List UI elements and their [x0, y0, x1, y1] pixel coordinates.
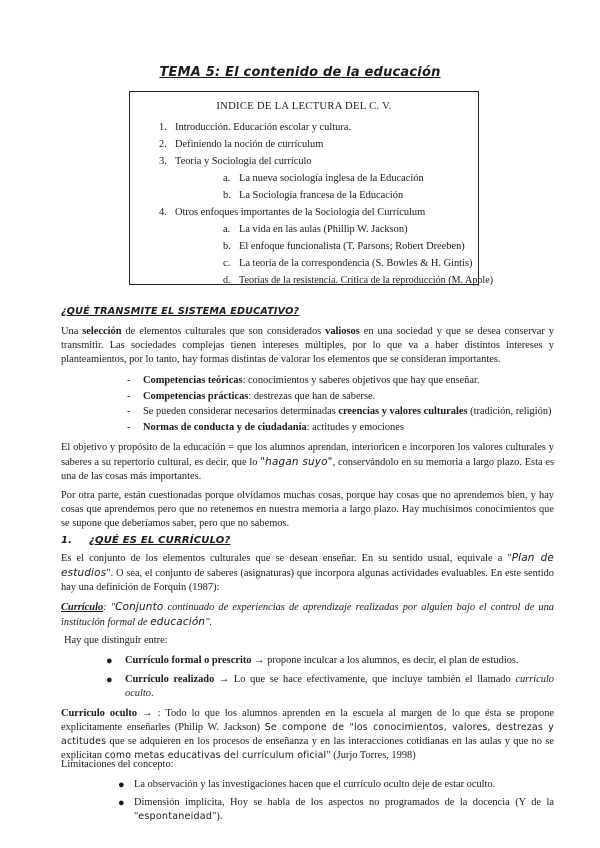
competence-item: Competencias prácticas: destrezas que han de saberse. [143, 391, 376, 402]
bullet-dot: ● [106, 655, 113, 667]
bullet-dot: ● [106, 674, 113, 686]
competence-item: Competencias teóricas: conocimientos y saberes objetivos que hay que enseñar. [143, 375, 480, 386]
page-title: TEMA 5: El contenido de la educación [159, 65, 441, 80]
limitations-label: Limitaciones del concepto: [61, 759, 174, 770]
index-heading: INDICE DE LA LECTURA DEL C. V. [216, 101, 392, 112]
index-item: 3. Teoría y Sociología del currículo [159, 156, 312, 167]
index-subitem: b. La Sociología francesa de la Educación [223, 190, 404, 201]
paragraph-cuestionadas: Por otra parte, están cuestionadas porque olvidamos muchas cosas, porque hay cosas que no aprendemos bien, y hay cosas que aprendemos pero que no retenemos en nuestra memoria a largo plazo. Hay muchísimos conocimientos que se supone que deberíamos saber, pero que no sabemos. [61, 490, 554, 529]
limitation-item: La observación y las investigaciones hacen que el currículo oculto deje de estar oculto. [134, 779, 496, 790]
curriculum-type-item: Currículo formal o prescrito → propone inculcar a los alumnos, es decir, el plan de estudios. [125, 655, 519, 666]
bullet-dot: ● [118, 797, 125, 809]
index-subitem: a. La vida en las aulas (Phillip W. Jackson) [223, 224, 408, 235]
section-heading-transmite: ¿QUÉ TRANSMITE EL SISTEMA EDUCATIVO? [61, 306, 300, 317]
index-item: 2. Definiendo la noción de currículum [159, 139, 324, 150]
limitation-item: Dimensión implícita, Hoy se habla de los aspectos no programados de la docencia (Y de la "espontaneidad"). [134, 797, 554, 822]
index-subitem: a. La nueva sociología inglesa de la Educación [223, 173, 424, 184]
index-item: 1. Introducción. Educación escolar y cultura. [159, 122, 351, 133]
paragraph-conjunto: Es el conjunto de los elementos culturales que se desean enseñar. En su sentido usual, equivale a "Plan de estudios". O sea, el conjunto de saberes (asignaturas) que incorpora algunas actividades evaluables. En este sentido hay una definición de Forquin (1987): [61, 552, 554, 593]
competence-item: Se pueden considerar necesarios determinadas creencias y valores culturales (tradición, religión) [143, 406, 552, 417]
index-subitem: c. La teoría de la correspondencia (S. Bowles & H. Gintis) [223, 258, 473, 269]
index-item: 4. Otros enfoques importantes de la Sociología del Currículum [159, 207, 426, 218]
paragraph-objetivo: El objetivo y propósito de la educación = que los alumnos aprendan, interioricen e incorporen los valores culturales y saberes a su repertorio cultural, es decir, que lo "hagan suyo", conservándolo en su memoria a largo plazo. Esta es una de las cosas más importantes. [61, 442, 555, 482]
definition-forquin: Currículo: "Conjunto continuado de experiencias de aprendizaje realizadas por alguien bajo el control de una institución formal de educación". [61, 601, 555, 628]
competence-item: Normas de conducta y de ciudadanía: actitudes y emociones [143, 422, 404, 433]
index-box [129, 91, 494, 286]
curriculum-type-item: Currículo realizado → Lo que se hace efectivamente, que incluye también el llamado currículo oculto. [125, 674, 554, 699]
bullet-dot: ● [118, 779, 125, 791]
index-subitem: d. Teorías de la resistencia. Crítica de la reproducción (M. Apple) [223, 275, 494, 286]
index-subitem: b. El enfoque funcionalista (T. Parsons; Robert Dreeben) [223, 241, 465, 252]
section-number: 1. [61, 535, 73, 546]
distinguish-label: Hay que distinguir entre: [64, 635, 168, 646]
paragraph-curriculo-oculto: Curriculo oculto → : Todo lo que los alumnos aprenden en la escuela al margen de lo que ésta se propone explícitamente enseñarles (Philip W. Jackson) Se compone de "los conocimientos, valores, destrezas y actitudes que se adquieren en los procesos de enseñanza y en las interacciones cotidianas en las aulas y que no se explicitan como metas educativas del currículum oficial" (Jurjo Torres, 1998) [61, 708, 555, 761]
paragraph-seleccion: Una selección de elementos culturales que son considerados valiosos en una sociedad y que se desea conservar y transmitir. Las sociedades complejas tienen intereses múltiples, por lo que va a haber distintos intereses y planteamientos, por lo tanto, hay formas distintas de valorar los elementos que se consideran importantes. [61, 326, 554, 365]
section-heading-curriculo: ¿QUÉ ES EL CURRÍCULO? [89, 535, 231, 546]
